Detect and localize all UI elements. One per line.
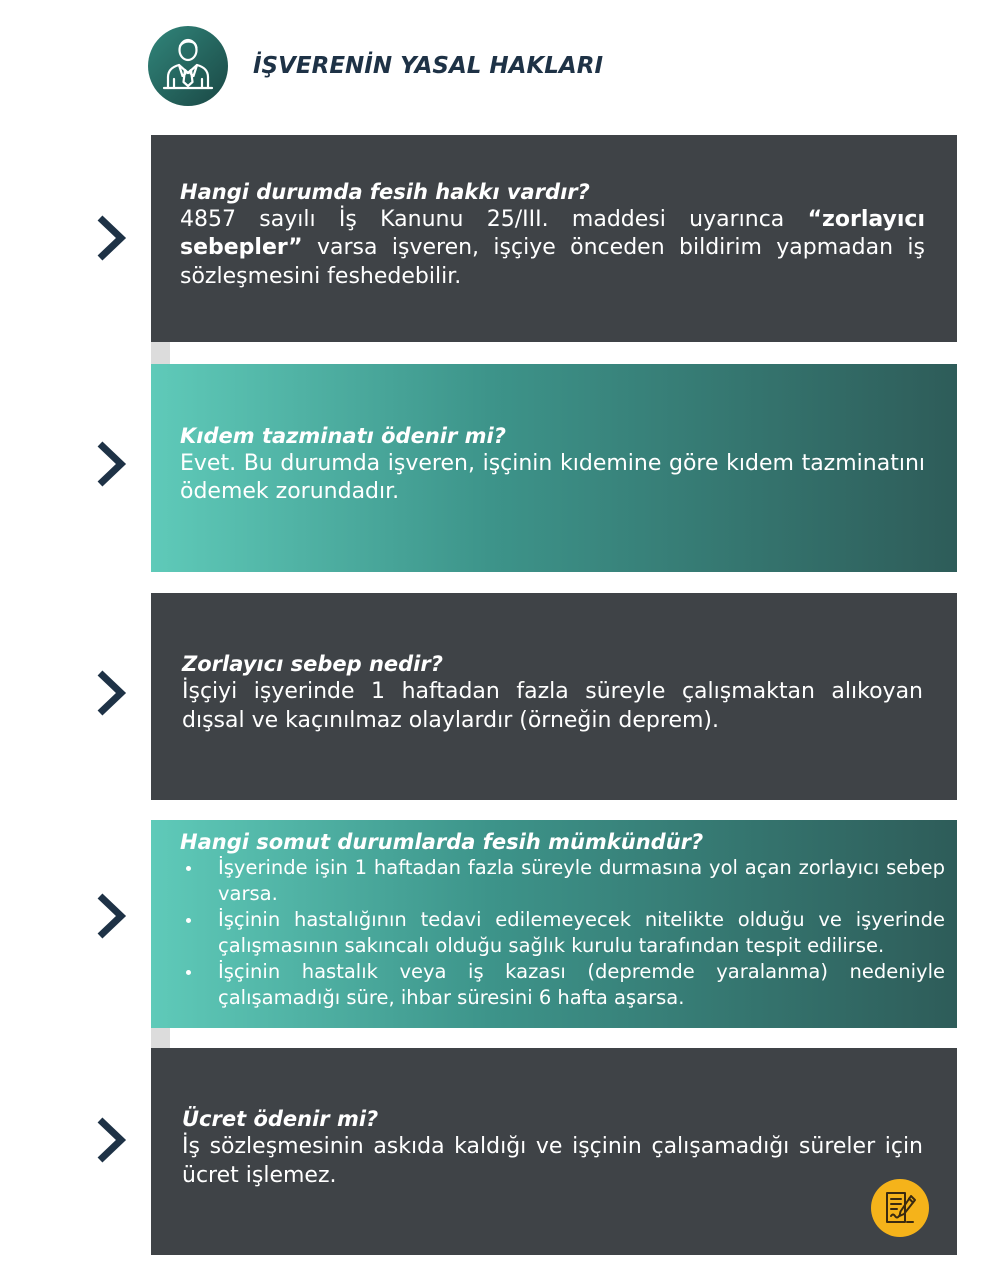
chevron-right-icon [92,213,128,263]
page-title: İŞVERENİN YASAL HAKLARI [253,53,603,79]
answer-text [180,206,925,292]
answer-text-part: 4857 sayılı İş Kanunu 25/III. maddesi uyarınca [180,206,808,232]
bullet-item: İşçinin hastalık veya iş kazası (depremde yaralanma) nedeniyle çalışamadığı süre, ihbar süresini 6 hafta aşarsa. [218,960,945,1009]
panel-wage-payment [151,1048,957,1255]
answer-text: İş sözleşmesinin askıda kaldığı ve işçinin çalışamadığı süreler için ücret işlemez. [182,1134,923,1188]
bullet-list [180,855,945,1011]
chevron-right-icon [92,439,128,489]
chevron-right-icon [92,891,128,941]
connector-strip [151,342,170,364]
panel-termination-right [151,135,957,342]
answer-text-part: varsa işveren, işçiye önceden bildirim yapmadan iş sözleşmesini feshedebilir. [180,235,925,289]
bullet-item: İşçinin hastalığının tedavi edilemeyecek nitelikte olduğu ve işyerinde çalışmasının sakıncalı olduğu sağlık kurulu tarafından tespit edilirse. [218,908,945,957]
chevron-right-icon [92,1115,128,1165]
answer-text: İşçiyi işyerinde 1 haftadan fazla süreyle çalışmaktan alıkoyan dışsal ve kaçınılmaz olaylardır (örneğin deprem). [182,679,923,733]
panel-concrete-cases [151,820,957,1028]
question-heading: Ücret ödenir mi? [182,1107,379,1131]
chevron-right-icon [92,668,128,718]
businessman-icon [148,26,228,106]
panel-severance-pay [151,364,957,572]
question-heading: Hangi durumda fesih hakkı vardır? [180,179,590,204]
bullet-item: İşyerinde işin 1 haftadan fazla süreyle durmasına yol açan zorlayıcı sebep varsa. [218,856,945,905]
question-heading: Hangi somut durumlarda fesih mümkündür? [180,830,704,854]
panel-force-majeure-definition [151,593,957,800]
connector-strip [151,1028,170,1048]
question-heading: Zorlayıcı sebep nedir? [182,652,443,676]
answer-emphasis: “zorlayıcı sebepler” [180,206,925,261]
question-heading: Kıdem tazminatı ödenir mi? [180,423,506,448]
document-pen-icon [871,1179,929,1237]
answer-text: Evet. Bu durumda işveren, işçinin kıdemine göre kıdem tazminatını ödemek zorundadır. [180,450,925,504]
